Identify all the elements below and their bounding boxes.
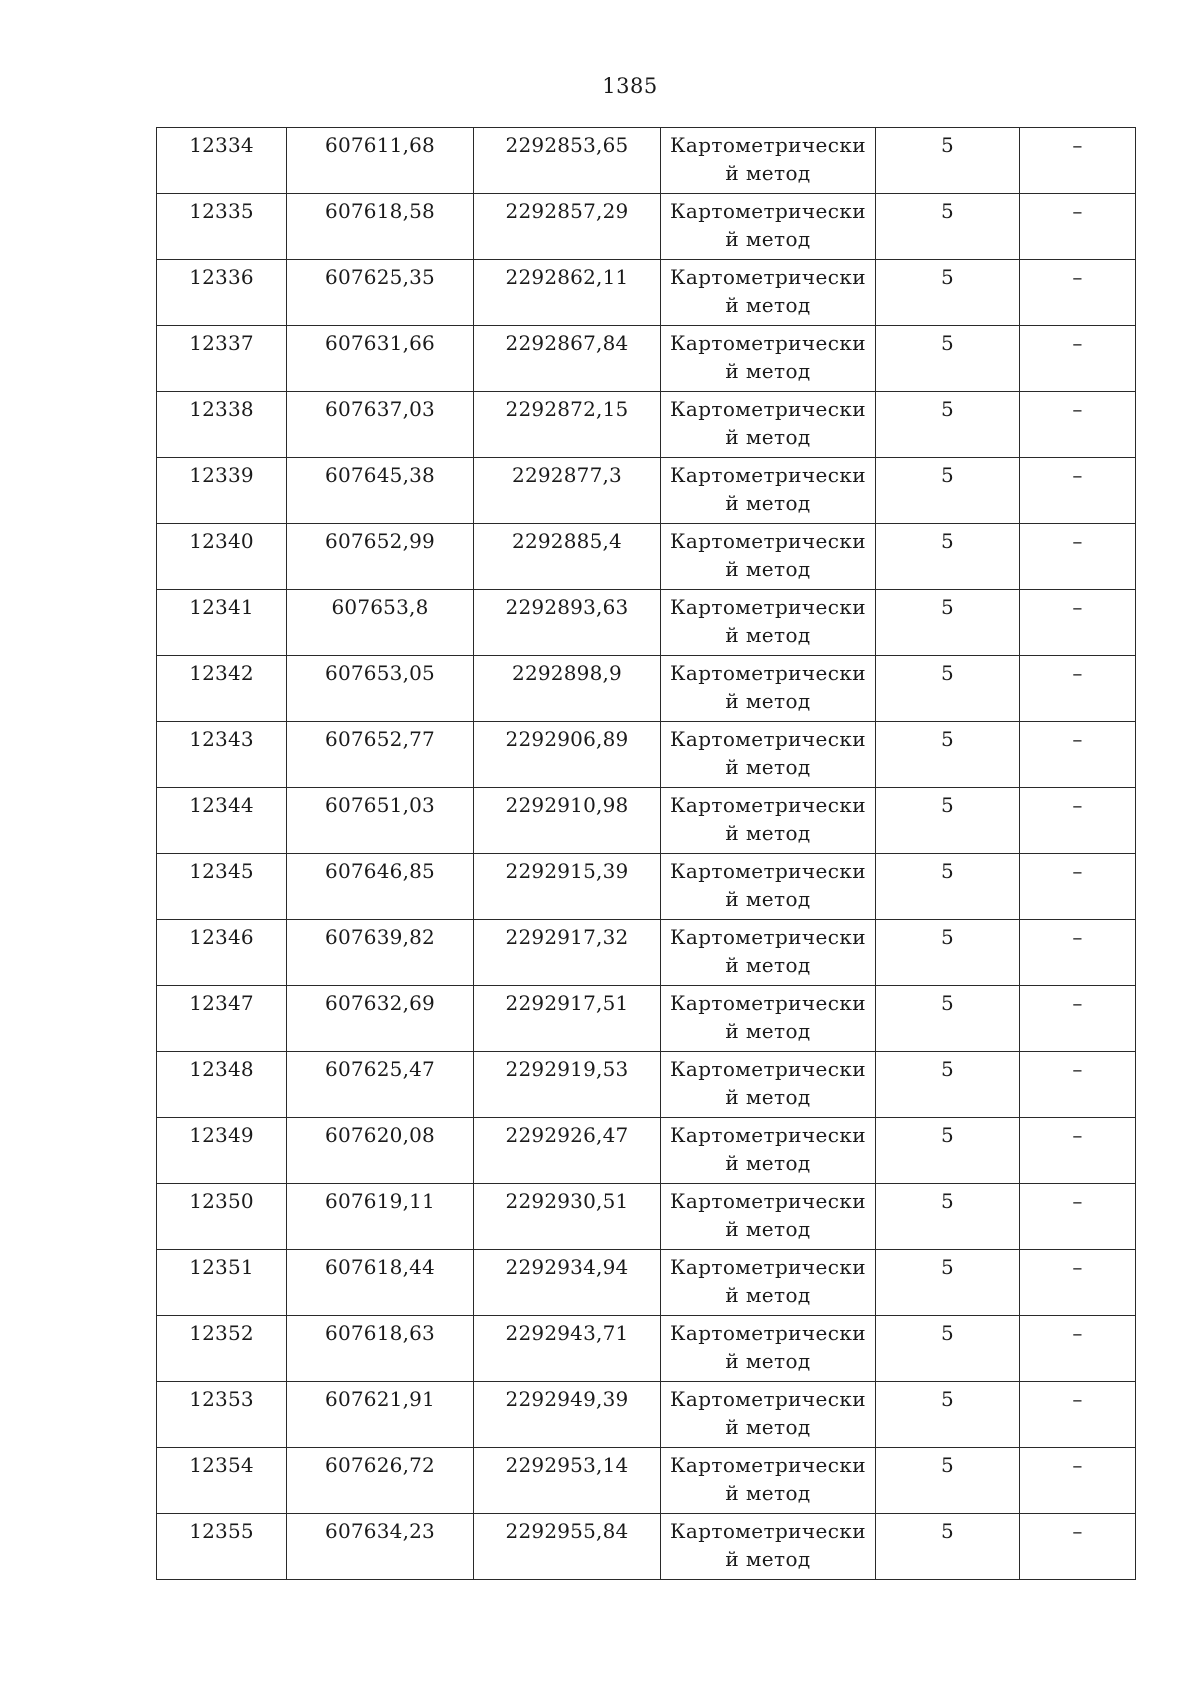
note-cell: – (1020, 260, 1136, 326)
point-number-cell: 12351 (157, 1250, 287, 1316)
y-coordinate-cell: 2292898,9 (474, 656, 661, 722)
accuracy-cell: 5 (876, 1316, 1020, 1382)
x-coordinate-cell: 607645,38 (287, 458, 474, 524)
y-coordinate-cell: 2292943,71 (474, 1316, 661, 1382)
x-coordinate-cell: 607653,8 (287, 590, 474, 656)
point-number-cell: 12352 (157, 1316, 287, 1382)
method-cell (661, 1448, 876, 1514)
x-coordinate-cell: 607620,08 (287, 1118, 474, 1184)
note-cell: – (1020, 1052, 1136, 1118)
accuracy-cell: 5 (876, 326, 1020, 392)
point-number-cell: 12334 (157, 128, 287, 194)
table-row (157, 1184, 1136, 1250)
x-coordinate-cell: 607618,63 (287, 1316, 474, 1382)
y-coordinate-cell: 2292862,11 (474, 260, 661, 326)
method-cell (661, 524, 876, 590)
point-number-cell: 12346 (157, 920, 287, 986)
y-coordinate-cell: 2292934,94 (474, 1250, 661, 1316)
method-line1: Картометрически (670, 529, 866, 553)
method-line1: Картометрически (670, 1387, 866, 1411)
method-line2: й метод (725, 1481, 811, 1505)
point-number-cell: 12350 (157, 1184, 287, 1250)
accuracy-cell: 5 (876, 392, 1020, 458)
accuracy-cell: 5 (876, 656, 1020, 722)
method-line2: й метод (725, 227, 811, 251)
method-line1: Картометрически (670, 1255, 866, 1279)
point-number-cell: 12343 (157, 722, 287, 788)
x-coordinate-cell: 607621,91 (287, 1382, 474, 1448)
method-cell (661, 128, 876, 194)
y-coordinate-cell: 2292953,14 (474, 1448, 661, 1514)
accuracy-cell: 5 (876, 128, 1020, 194)
accuracy-cell: 5 (876, 590, 1020, 656)
method-line2: й метод (725, 1151, 811, 1175)
method-line1: Картометрически (670, 331, 866, 355)
x-coordinate-cell: 607651,03 (287, 788, 474, 854)
table-row (157, 458, 1136, 524)
method-cell (661, 1184, 876, 1250)
method-line2: й метод (725, 953, 811, 977)
note-cell: – (1020, 458, 1136, 524)
y-coordinate-cell: 2292857,29 (474, 194, 661, 260)
y-coordinate-cell: 2292930,51 (474, 1184, 661, 1250)
method-cell (661, 656, 876, 722)
accuracy-cell: 5 (876, 260, 1020, 326)
method-line2: й метод (725, 1349, 811, 1373)
point-number-cell: 12353 (157, 1382, 287, 1448)
x-coordinate-cell: 607632,69 (287, 986, 474, 1052)
note-cell: – (1020, 1118, 1136, 1184)
y-coordinate-cell: 2292955,84 (474, 1514, 661, 1580)
method-line1: Картометрически (670, 1519, 866, 1543)
method-line1: Картометрически (670, 463, 866, 487)
accuracy-cell: 5 (876, 1250, 1020, 1316)
note-cell: – (1020, 1184, 1136, 1250)
point-number-cell: 12336 (157, 260, 287, 326)
note-cell: – (1020, 920, 1136, 986)
note-cell: – (1020, 788, 1136, 854)
method-cell (661, 986, 876, 1052)
point-number-cell: 12349 (157, 1118, 287, 1184)
method-line1: Картометрически (670, 661, 866, 685)
table-row (157, 788, 1136, 854)
accuracy-cell: 5 (876, 722, 1020, 788)
point-number-cell: 12345 (157, 854, 287, 920)
note-cell: – (1020, 194, 1136, 260)
note-cell: – (1020, 1316, 1136, 1382)
point-number-cell: 12348 (157, 1052, 287, 1118)
note-cell: – (1020, 590, 1136, 656)
method-line1: Картометрически (670, 133, 866, 157)
method-line2: й метод (725, 293, 811, 317)
accuracy-cell: 5 (876, 458, 1020, 524)
table-row (157, 920, 1136, 986)
x-coordinate-cell: 607652,77 (287, 722, 474, 788)
method-cell (661, 788, 876, 854)
method-line2: й метод (725, 425, 811, 449)
note-cell: – (1020, 128, 1136, 194)
method-line1: Картометрически (670, 199, 866, 223)
point-number-cell: 12347 (157, 986, 287, 1052)
note-cell: – (1020, 1514, 1136, 1580)
accuracy-cell: 5 (876, 1052, 1020, 1118)
method-line1: Картометрически (670, 925, 866, 949)
x-coordinate-cell: 607639,82 (287, 920, 474, 986)
x-coordinate-cell: 607625,47 (287, 1052, 474, 1118)
x-coordinate-cell: 607652,99 (287, 524, 474, 590)
method-line1: Картометрически (670, 727, 866, 751)
x-coordinate-cell: 607653,05 (287, 656, 474, 722)
x-coordinate-cell: 607618,58 (287, 194, 474, 260)
method-cell (661, 1382, 876, 1448)
table-row (157, 1382, 1136, 1448)
point-number-cell: 12335 (157, 194, 287, 260)
y-coordinate-cell: 2292949,39 (474, 1382, 661, 1448)
coordinates-table (156, 127, 1136, 1580)
table-body (157, 128, 1136, 1580)
method-cell (661, 458, 876, 524)
note-cell: – (1020, 854, 1136, 920)
method-line2: й метод (725, 821, 811, 845)
point-number-cell: 12338 (157, 392, 287, 458)
method-cell (661, 722, 876, 788)
point-number-cell: 12342 (157, 656, 287, 722)
y-coordinate-cell: 2292877,3 (474, 458, 661, 524)
method-line1: Картометрически (670, 1057, 866, 1081)
method-cell (661, 194, 876, 260)
table-row (157, 1052, 1136, 1118)
accuracy-cell: 5 (876, 1382, 1020, 1448)
method-line1: Картометрически (670, 397, 866, 421)
x-coordinate-cell: 607625,35 (287, 260, 474, 326)
method-line1: Картометрически (670, 859, 866, 883)
method-cell (661, 1118, 876, 1184)
method-cell (661, 1514, 876, 1580)
method-cell (661, 920, 876, 986)
method-line2: й метод (725, 1085, 811, 1109)
point-number-cell: 12337 (157, 326, 287, 392)
method-line2: й метод (725, 689, 811, 713)
note-cell: – (1020, 722, 1136, 788)
table-row (157, 1250, 1136, 1316)
method-line2: й метод (725, 359, 811, 383)
y-coordinate-cell: 2292915,39 (474, 854, 661, 920)
y-coordinate-cell: 2292853,65 (474, 128, 661, 194)
method-line2: й метод (725, 1217, 811, 1241)
x-coordinate-cell: 607637,03 (287, 392, 474, 458)
point-number-cell: 12344 (157, 788, 287, 854)
x-coordinate-cell: 607646,85 (287, 854, 474, 920)
method-line2: й метод (725, 491, 811, 515)
y-coordinate-cell: 2292910,98 (474, 788, 661, 854)
method-line1: Картометрически (670, 1453, 866, 1477)
method-cell (661, 392, 876, 458)
x-coordinate-cell: 607634,23 (287, 1514, 474, 1580)
table-row (157, 260, 1136, 326)
table-row (157, 656, 1136, 722)
method-line2: й метод (725, 557, 811, 581)
note-cell: – (1020, 1382, 1136, 1448)
note-cell: – (1020, 524, 1136, 590)
y-coordinate-cell: 2292885,4 (474, 524, 661, 590)
x-coordinate-cell: 607611,68 (287, 128, 474, 194)
method-line1: Картометрически (670, 1189, 866, 1213)
x-coordinate-cell: 607626,72 (287, 1448, 474, 1514)
table-row (157, 1514, 1136, 1580)
method-line2: й метод (725, 161, 811, 185)
y-coordinate-cell: 2292872,15 (474, 392, 661, 458)
note-cell: – (1020, 392, 1136, 458)
table-row (157, 1316, 1136, 1382)
table-row (157, 1118, 1136, 1184)
table-row (157, 590, 1136, 656)
method-cell (661, 590, 876, 656)
method-line2: й метод (725, 1547, 811, 1571)
table-row (157, 1448, 1136, 1514)
y-coordinate-cell: 2292867,84 (474, 326, 661, 392)
accuracy-cell: 5 (876, 1118, 1020, 1184)
table-row (157, 392, 1136, 458)
table-row (157, 194, 1136, 260)
table-row (157, 722, 1136, 788)
note-cell: – (1020, 986, 1136, 1052)
point-number-cell: 12355 (157, 1514, 287, 1580)
method-cell (661, 326, 876, 392)
point-number-cell: 12340 (157, 524, 287, 590)
y-coordinate-cell: 2292919,53 (474, 1052, 661, 1118)
method-line1: Картометрически (670, 595, 866, 619)
accuracy-cell: 5 (876, 788, 1020, 854)
accuracy-cell: 5 (876, 524, 1020, 590)
method-cell (661, 1052, 876, 1118)
accuracy-cell: 5 (876, 1184, 1020, 1250)
accuracy-cell: 5 (876, 920, 1020, 986)
method-line2: й метод (725, 887, 811, 911)
accuracy-cell: 5 (876, 986, 1020, 1052)
x-coordinate-cell: 607619,11 (287, 1184, 474, 1250)
method-line1: Картометрически (670, 793, 866, 817)
method-cell (661, 854, 876, 920)
y-coordinate-cell: 2292926,47 (474, 1118, 661, 1184)
note-cell: – (1020, 1448, 1136, 1514)
method-line2: й метод (725, 623, 811, 647)
y-coordinate-cell: 2292917,51 (474, 986, 661, 1052)
note-cell: – (1020, 326, 1136, 392)
method-cell (661, 1250, 876, 1316)
table-row (157, 524, 1136, 590)
y-coordinate-cell: 2292906,89 (474, 722, 661, 788)
x-coordinate-cell: 607618,44 (287, 1250, 474, 1316)
accuracy-cell: 5 (876, 854, 1020, 920)
method-line2: й метод (725, 755, 811, 779)
point-number-cell: 12354 (157, 1448, 287, 1514)
method-line2: й метод (725, 1019, 811, 1043)
note-cell: – (1020, 656, 1136, 722)
method-line2: й метод (725, 1415, 811, 1439)
method-line1: Картометрически (670, 265, 866, 289)
point-number-cell: 12341 (157, 590, 287, 656)
table-row (157, 854, 1136, 920)
accuracy-cell: 5 (876, 194, 1020, 260)
table-row (157, 986, 1136, 1052)
table-row (157, 326, 1136, 392)
table-row (157, 128, 1136, 194)
method-line1: Картометрически (670, 1123, 866, 1147)
y-coordinate-cell: 2292917,32 (474, 920, 661, 986)
point-number-cell: 12339 (157, 458, 287, 524)
note-cell: – (1020, 1250, 1136, 1316)
page-number: 1385 (602, 74, 658, 98)
method-line2: й метод (725, 1283, 811, 1307)
method-line1: Картометрически (670, 991, 866, 1015)
y-coordinate-cell: 2292893,63 (474, 590, 661, 656)
x-coordinate-cell: 607631,66 (287, 326, 474, 392)
method-cell (661, 260, 876, 326)
method-line1: Картометрически (670, 1321, 866, 1345)
accuracy-cell: 5 (876, 1514, 1020, 1580)
accuracy-cell: 5 (876, 1448, 1020, 1514)
method-cell (661, 1316, 876, 1382)
